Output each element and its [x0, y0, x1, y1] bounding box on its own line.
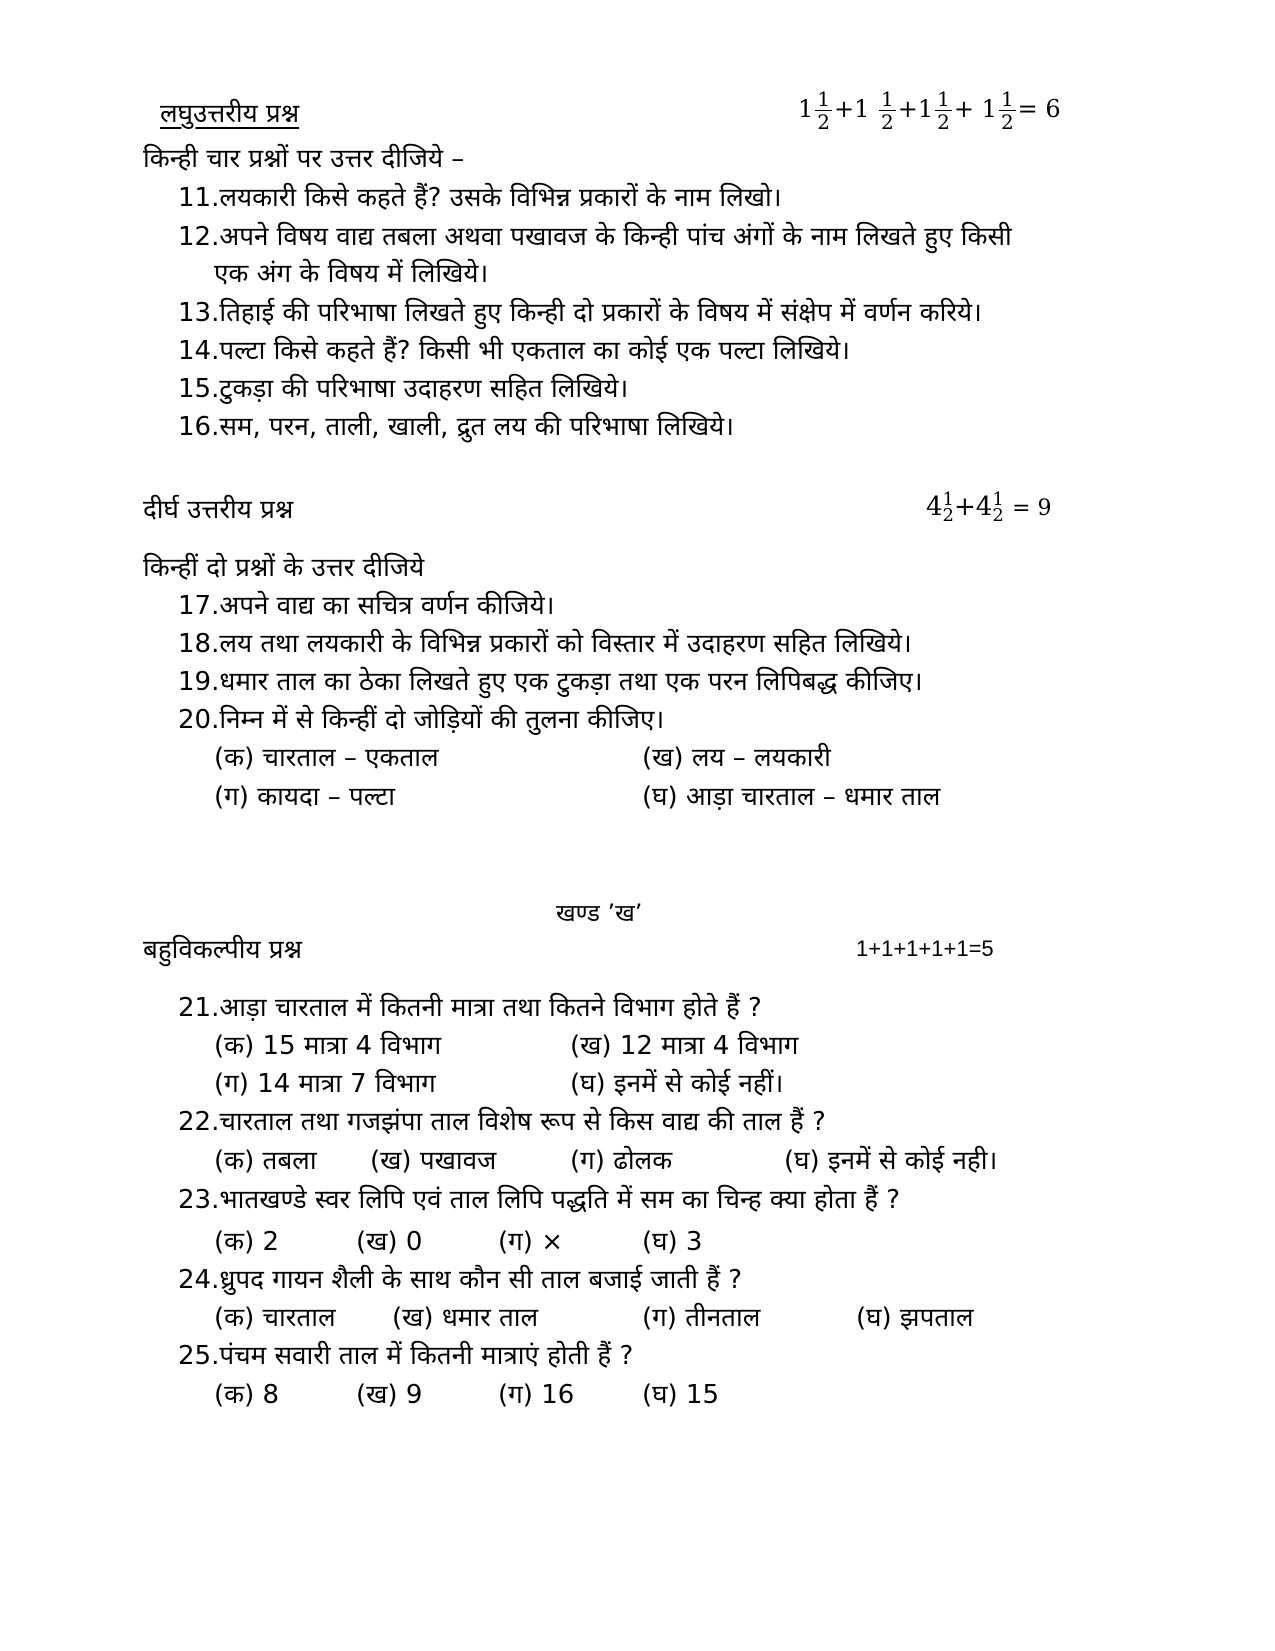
q24-option-gha: (घ) झपताल	[856, 1303, 974, 1333]
q21-option-ga: (ग) 14 मात्रा 7 विभाग	[214, 1069, 436, 1099]
long-answer-instruction: किन्हीं दो प्रश्नों के उत्तर दीजिये	[143, 553, 425, 583]
q22-option-ka: (क) तबला	[214, 1146, 317, 1176]
q22-option-kha: (ख) पखावज	[370, 1146, 497, 1176]
q21-option-ka: (क) 15 मात्रा 4 विभाग	[214, 1031, 442, 1061]
section-b-marks: 1+1+1+1+1=5	[856, 936, 994, 961]
long-answer-heading: दीर्घ उत्तरीय प्रश्न	[143, 495, 294, 525]
question-17: 17.अपने वाद्य का सचित्र वर्णन कीजिये।	[178, 591, 555, 621]
q23-option-gha: (घ) 3	[642, 1227, 703, 1257]
q22-option-ga: (ग) ढोलक	[570, 1146, 673, 1176]
q25-option-kha: (ख) 9	[356, 1380, 423, 1410]
q23-option-ga: (ग) ×	[498, 1227, 563, 1257]
question-16: 16.सम, परन, ताली, खाली, द्रुत लय की परिभाषा लिखिये।	[178, 412, 735, 442]
q23-option-kha: (ख) 0	[356, 1227, 423, 1257]
short-answer-instruction: किन्ही चार प्रश्नों पर उत्तर दीजिये –	[143, 144, 465, 174]
question-14: 14.पल्टा किसे कहते हैं? किसी भी एकताल का कोई एक पल्टा लिखिये।	[178, 336, 850, 366]
q24-option-kha: (ख) धमार ताल	[392, 1303, 539, 1333]
short-answer-marks: 1 $\frac{1}{2}$ +1 $\frac{1}{2}$ +1 $\frac{1}{2}$ + 1 $\frac{1}{2}$ = 6	[798, 87, 1061, 134]
question-21: 21.आड़ा चारताल में कितनी मात्रा तथा कितने विभाग होते हैं ?	[178, 993, 762, 1023]
q21-option-gha: (घ) इनमें से कोई नहीं।	[570, 1069, 784, 1099]
q22-option-gha: (घ) इनमें से कोई नही।	[784, 1146, 998, 1176]
question-22: 22.चारताल तथा गजझंपा ताल विशेष रूप से किस वाद्य की ताल हैं ?	[178, 1107, 826, 1137]
q24-option-ka: (क) चारताल	[214, 1303, 336, 1333]
question-12: 12.अपने विषय वाद्य तबला अथवा पखावज के किन्ही पांच अंगों के नाम लिखते हुए किसी	[178, 222, 1012, 252]
q25-option-gha: (घ) 15	[642, 1380, 720, 1410]
question-15: 15.टुकड़ा की परिभाषा उदाहरण सहित लिखिये।	[178, 374, 629, 404]
q20-option-gha: (घ) आड़ा चारताल – धमार ताल	[642, 782, 941, 812]
question-11: 11.लयकारी किसे कहते हैं? उसके विभिन्न प्रकारों के नाम लिखो।	[178, 183, 782, 213]
question-13: 13.तिहाई की परिभाषा लिखते हुए किन्ही दो प्रकारों के विषय में संक्षेप में वर्णन करिये।	[178, 298, 982, 328]
question-20: 20.निम्न में से किन्हीं दो जोड़ियों की तुलना कीजिए।	[178, 705, 665, 735]
q25-option-ka: (क) 8	[214, 1380, 280, 1410]
question-25: 25.पंचम सवारी ताल में कितनी मात्राएं होती हैं ?	[178, 1341, 634, 1371]
q23-option-ka: (क) 2	[214, 1227, 280, 1257]
question-12-continued: एक अंग के विषय में लिखिये।	[214, 259, 489, 289]
question-23: 23.भातखण्डे स्वर लिपि एवं ताल लिपि पद्धति में सम का चिन्ह क्या होता हैं ?	[178, 1185, 901, 1215]
q25-option-ga: (ग) 16	[498, 1380, 575, 1410]
question-24: 24.ध्रुपद गायन शैली के साथ कौन सी ताल बजाई जाती हैं ?	[178, 1265, 743, 1295]
q20-option-ka: (क) चारताल – एकताल	[214, 743, 439, 773]
q20-option-ga: (ग) कायदा – पल्टा	[214, 782, 395, 812]
q20-option-kha: (ख) लय – लयकारी	[642, 743, 831, 773]
q24-option-ga: (ग) तीनताल	[642, 1303, 761, 1333]
question-18: 18.लय तथा लयकारी के विभिन्न प्रकारों को विस्तार में उदाहरण सहित लिखिये।	[178, 629, 912, 659]
section-b-heading: बहुविकल्पीय प्रश्न	[143, 935, 302, 965]
question-19: 19.धमार ताल का ठेका लिखते हुए एक टुकड़ा तथा एक परन लिपिबद्ध कीजिए।	[178, 667, 923, 697]
short-answer-heading: लघुउत्तरीय प्रश्न	[160, 99, 300, 129]
q21-option-kha: (ख) 12 मात्रा 4 विभाग	[570, 1031, 799, 1061]
long-answer-marks: 4 1 2 +4 1 2 = 9	[926, 489, 1052, 526]
section-b-title: खण्ड ’ख’	[556, 899, 643, 927]
